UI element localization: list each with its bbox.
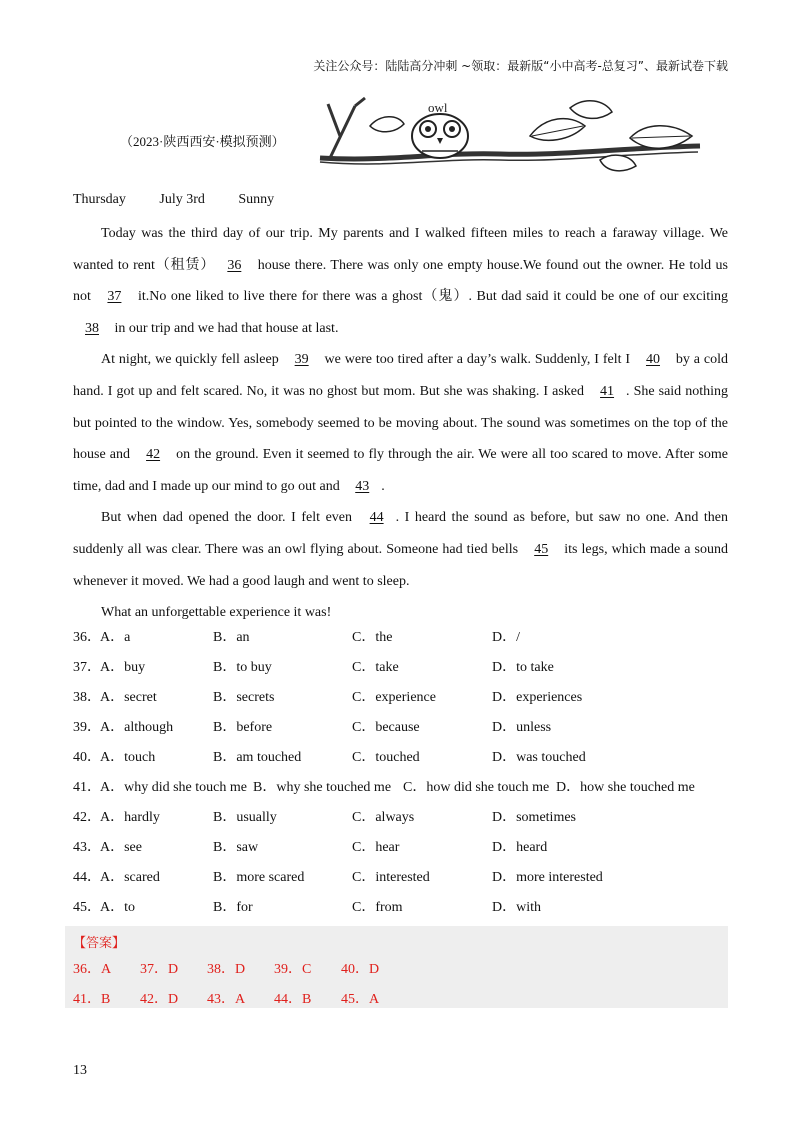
option-a[interactable]: A．although — [100, 720, 174, 735]
option-d[interactable]: D．how she touched me — [556, 780, 695, 795]
dateline — [73, 192, 304, 208]
option-d[interactable]: D．more interested — [492, 870, 603, 885]
paragraph-1: Today was the third day of our trip. My parents and I walked fifteen miles to reach a faraway village. We wanted to rent（租赁） 36 house there. There was only one empty house.We found out the owner. He told us not 37 it.No one liked to live there for there was a ghost（鬼）. But dad said it could be one of our exciting 38 in our trip and we had that house at last. — [73, 218, 728, 344]
answer-item: 39．C — [274, 962, 312, 977]
blank-36[interactable]: 36 — [227, 257, 242, 273]
question-row: 40． A．touch B．am touched C．touched D．was touched — [73, 746, 733, 776]
option-a[interactable]: A．buy — [100, 660, 146, 675]
option-b[interactable]: B．before — [213, 720, 273, 735]
option-a[interactable]: A．see — [100, 840, 142, 855]
reading-passage — [73, 218, 728, 629]
answer-item: 43．A — [207, 992, 246, 1007]
blank-44[interactable]: 44 — [369, 510, 384, 526]
option-b[interactable]: B．usually — [213, 810, 277, 825]
option-c[interactable]: C．the — [352, 630, 393, 645]
owl-label: owl — [428, 100, 448, 115]
blank-43[interactable]: 43 — [355, 478, 370, 494]
option-b[interactable]: B．why she touched me — [253, 780, 392, 795]
question-row: 42． A．hardly B．usually C．always D．sometimes — [73, 806, 733, 836]
question-row: 44． A．scared B．more scared C．interested D．more interested — [73, 866, 733, 896]
option-d[interactable]: D．/ — [492, 630, 520, 645]
option-c[interactable]: C．take — [352, 660, 399, 675]
blank-41[interactable]: 41 — [600, 383, 615, 399]
dateline-weather: Sunny — [238, 192, 275, 207]
option-a[interactable]: A．to — [100, 900, 135, 915]
blank-42[interactable]: 42 — [146, 447, 161, 463]
question-row: 36． A．a B．an C．the D．/ — [73, 626, 733, 656]
answer-item: 44．B — [274, 992, 312, 1007]
option-b[interactable]: B．an — [213, 630, 250, 645]
question-row: 39． A．although B．before C．because D．unless — [73, 716, 733, 746]
answer-item: 42．D — [140, 992, 179, 1007]
option-d[interactable]: D．was touched — [492, 750, 586, 765]
question-row: 43． A．see B．saw C．hear D．heard — [73, 836, 733, 866]
option-c[interactable]: C．from — [352, 900, 403, 915]
option-b[interactable]: B．for — [213, 900, 253, 915]
dateline-date: July 3rd — [159, 192, 205, 207]
answer-item: 41．B — [73, 992, 111, 1007]
dateline-day: Thursday — [73, 192, 126, 207]
paragraph-4: What an unforgettable experience it was! — [101, 605, 332, 621]
paragraph-2: At night, we quickly fell asleep 39 we were too tired after a day’s walk. Suddenly, I felt I 40 by a cold hand. I got up and felt scared. No, it was no ghost but mom. But she was shaking. I asked 41 . She said nothing but pointed to the window. Yes, somebody seemed to be moving about. The sound was sometimes on the top of the house and 42 on the ground. Even it seemed to fly through the air. We were all too scared to move. After some time, dad and I made up our mind to go out and 43 . — [73, 344, 728, 502]
header-note: 关注公众号：陆陆高分冲刺 ~领取：最新版“小中高考-总复习”、最新试卷下载 — [313, 59, 728, 73]
blank-40[interactable]: 40 — [645, 352, 660, 368]
answer-item: 37．D — [140, 962, 179, 977]
question-row: 41． A．why did she touch me B．why she touched me C．how did she touch me D．how she touched me — [73, 776, 733, 806]
option-a[interactable]: A．touch — [100, 750, 156, 765]
option-d[interactable]: D．sometimes — [492, 810, 576, 825]
option-b[interactable]: B．more scared — [213, 870, 305, 885]
answer-row-2 — [73, 988, 408, 1008]
option-d[interactable]: D．to take — [492, 660, 554, 675]
option-c[interactable]: C．always — [352, 810, 415, 825]
option-c[interactable]: C．interested — [352, 870, 430, 885]
option-c[interactable]: C．experience — [352, 690, 436, 705]
question-row: 37． A．buy B．to buy C．take D．to take — [73, 656, 733, 686]
option-a[interactable]: A．hardly — [100, 810, 160, 825]
blank-38[interactable]: 38 — [85, 320, 99, 336]
option-a[interactable]: A．why did she touch me — [100, 780, 247, 795]
blank-37[interactable]: 37 — [107, 289, 122, 305]
paragraph-3: But when dad opened the door. I felt even 44 . I heard the sound as before, but saw no one. And then suddenly all was clear. There was an owl flying about. Someone had tied bells 45 its legs, which made a sound whenever it moved. We had a good laugh and went to sleep. — [73, 502, 728, 597]
option-c[interactable]: C．how did she touch me — [403, 780, 550, 795]
answer-item: 40．D — [341, 962, 380, 977]
option-a[interactable]: A．secret — [100, 690, 157, 705]
option-c[interactable]: C．touched — [352, 750, 420, 765]
answer-item: 45．A — [341, 992, 380, 1007]
blank-39[interactable]: 39 — [294, 352, 309, 368]
option-b[interactable]: B．saw — [213, 840, 259, 855]
page-number: 13 — [73, 1063, 87, 1078]
option-d[interactable]: D．with — [492, 900, 541, 915]
answer-item: 38．D — [207, 962, 246, 977]
question-options — [73, 626, 733, 926]
blank-45[interactable]: 45 — [534, 541, 549, 557]
option-b[interactable]: B．to buy — [213, 660, 272, 675]
source-label: （2023·陕西西安·模拟预测） — [120, 134, 285, 149]
option-a[interactable]: A．scared — [100, 870, 160, 885]
answer-title: 【答案】 — [73, 936, 126, 951]
option-b[interactable]: B．am touched — [213, 750, 302, 765]
answer-row-1 — [73, 958, 408, 978]
owl-branch-illustration — [300, 96, 710, 186]
question-row: 45． A．to B．for C．from D．with — [73, 896, 733, 926]
option-b[interactable]: B．secrets — [213, 690, 275, 705]
question-row: 38． A．secret B．secrets C．experience D．experiences — [73, 686, 733, 716]
option-d[interactable]: D．unless — [492, 720, 552, 735]
option-d[interactable]: D．experiences — [492, 690, 583, 705]
option-d[interactable]: D．heard — [492, 840, 548, 855]
answer-item: 36．A — [73, 962, 112, 977]
option-c[interactable]: C．hear — [352, 840, 400, 855]
option-a[interactable]: A．a — [100, 630, 131, 645]
option-c[interactable]: C．because — [352, 720, 420, 735]
